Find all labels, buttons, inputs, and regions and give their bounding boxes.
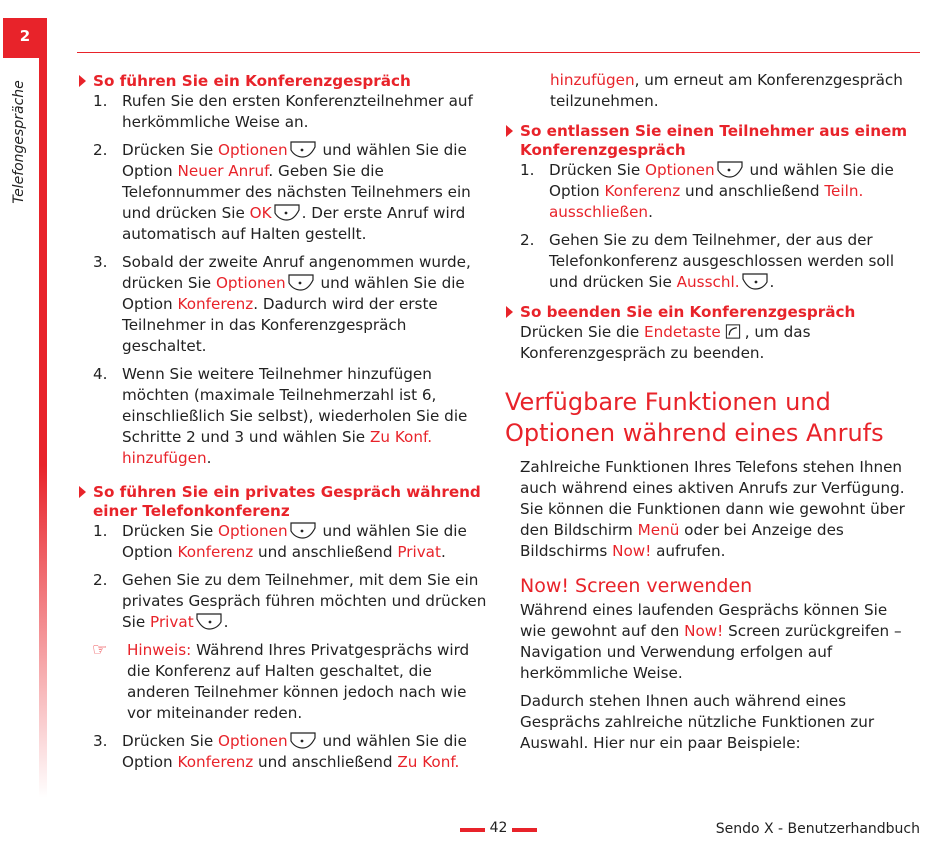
note-label: Hinweis:	[127, 641, 192, 659]
steps-list	[78, 731, 493, 773]
step-item: 2. Gehen Sie zu dem Teilnehmer, der aus der Telefonkonferenz ausgeschlossen werden soll und drücken Sie Ausschl. .	[520, 231, 895, 291]
softkey-label: Optionen	[218, 141, 288, 159]
intro-paragraph: Zahlreiche Funktionen Ihres Telefons stehen Ihnen auch während eines aktiven Anrufs zur Verfügung. Sie können die Funktionen dann wie gewohnt über den Bildschirm Menü oder bei Anzeige des Bildschirms Now! aufrufen.	[520, 458, 905, 560]
left-softkey-icon	[717, 161, 743, 178]
left-softkey-icon	[290, 522, 316, 539]
softkey-label: OK	[249, 204, 272, 222]
steps-list	[505, 160, 915, 293]
page-number	[460, 820, 536, 838]
end-key-icon	[723, 323, 743, 340]
arrow-icon	[79, 486, 86, 498]
left-softkey-icon	[290, 732, 316, 749]
left-column	[78, 72, 493, 780]
option-label: Privat	[397, 543, 441, 561]
steps-list	[78, 521, 493, 633]
chapter-tab	[3, 18, 47, 58]
right-softkey-icon	[196, 613, 222, 630]
footer-bar	[460, 828, 485, 832]
step-item: 1. Rufen Sie den ersten Konferenzteilnehmer auf herkömmliche Weise an.	[93, 92, 473, 131]
step-item: 2. Drücken Sie Optionen und wählen Sie die Option Neuer Anruf. Geben Sie die Telefonnummer des nächsten Teilnehmers ein und drücken Sie OK . Der erste Anruf wird automatisch auf Halten gestellt.	[93, 141, 471, 243]
right-softkey-icon	[742, 273, 768, 290]
section-heading: So beenden Sie ein Konferenzgespräch	[505, 303, 915, 322]
option-label: Neuer Anruf	[177, 162, 269, 180]
softkey-label: Optionen	[218, 732, 288, 750]
header-rule	[77, 52, 920, 53]
step-item: 1. Drücken Sie Optionen und wählen Sie die Option Konferenz und anschließend Privat.	[93, 522, 467, 561]
option-label: Konferenz	[604, 182, 681, 200]
examples-paragraph: Dadurch stehen Ihnen auch während eines Gesprächs zahlreiche nützliche Funktionen zur Auswahl. Hier nur ein paar Beispiele:	[520, 692, 875, 752]
right-column	[505, 70, 915, 754]
footer-bar	[512, 828, 537, 832]
softkey-label: Privat	[150, 613, 194, 631]
option-label: Konferenz	[177, 295, 254, 313]
left-softkey-icon	[274, 204, 300, 221]
softkey-label: Optionen	[645, 161, 715, 179]
step-item: 4. Wenn Sie weitere Teilnehmer hinzufügen möchten (maximale Teilnehmerzahl ist 6, einschließlich Sie selbst), wiederholen Sie die Schritte 2 und 3 und wählen Sie Zu Konf. hinzufügen.	[93, 365, 468, 467]
chapter-side-label	[0, 62, 38, 222]
chapter-side-bar	[39, 58, 47, 798]
pointing-hand-icon: ☞	[92, 640, 108, 660]
arrow-icon	[506, 125, 513, 137]
steps-list	[78, 91, 493, 469]
now-label: Now!	[684, 622, 724, 640]
page-number-text: 42	[489, 820, 508, 836]
option-label: Teiln. ausschließen	[549, 182, 864, 221]
section-heading: So führen Sie ein privates Gespräch während einer Telefonkonferenz	[78, 483, 493, 521]
section-title: Verfügbare Funktionen und Optionen während eines Anrufs	[505, 388, 884, 447]
left-softkey-icon	[288, 274, 314, 291]
softkey-label: Ausschl.	[676, 273, 740, 291]
chapter-title: Telefongespräche	[11, 80, 27, 204]
now-label: Now!	[612, 542, 652, 560]
arrow-icon	[506, 306, 513, 318]
step-item: 2. Gehen Sie zu dem Teilnehmer, mit dem Sie ein privates Gespräch führen möchten und drücken Sie Privat .	[93, 571, 487, 631]
continued-text: hinzufügen, um erneut am Konferenzgespräch teilzunehmen.	[550, 71, 903, 110]
step-item: 3. Drücken Sie Optionen und wählen Sie die Option Konferenz und anschließend Zu Konf.	[93, 732, 467, 771]
subsection-title: Now! Screen verwenden	[520, 575, 753, 597]
arrow-icon	[79, 75, 86, 87]
end-conference-text: Drücken Sie die Endetaste , um das Konferenzgespräch zu beenden.	[520, 323, 811, 362]
softkey-label: Optionen	[218, 522, 288, 540]
option-label: Zu Konf.	[397, 753, 460, 771]
footer-title: Sendo X - Benutzerhandbuch	[715, 821, 920, 837]
section-heading: So entlassen Sie einen Teilnehmer aus einem Konferenzgespräch	[505, 122, 915, 160]
section-heading: So führen Sie ein Konferenzgespräch	[78, 72, 493, 91]
softkey-label: Optionen	[215, 274, 286, 292]
option-label: Konferenz	[177, 753, 254, 771]
menu-label: Menü	[637, 521, 680, 539]
key-label: Endetaste	[644, 323, 721, 341]
option-label: Konferenz	[177, 543, 254, 561]
option-label: Zu Konf. hinzufügen	[122, 428, 433, 467]
note-block: ☞ Hinweis: Während Ihres Privatgesprächs wird die Konferenz auf Halten geschaltet, die anderen Teilnehmer können jedoch nach wie vor miteinander reden.	[92, 640, 470, 722]
step-item: 3. Sobald der zweite Anruf angenommen wurde, drücken Sie Optionen und wählen Sie die Option Konferenz. Dadurch wird der erste Teilnehmer in das Konferenzgespräch geschaltet.	[93, 253, 471, 355]
left-softkey-icon	[290, 141, 316, 158]
step-item: 1. Drücken Sie Optionen und wählen Sie die Option Konferenz und anschließend Teiln. ausschließen.	[520, 161, 894, 221]
chapter-number: 2	[19, 27, 31, 45]
now-screen-paragraph: Während eines laufenden Gesprächs können Sie wie gewohnt auf den Now! Screen zurückgreifen – Navigation und Verwendung erfolgen auf herkömmliche Weise.	[520, 601, 902, 682]
option-label: hinzufügen	[550, 71, 635, 89]
